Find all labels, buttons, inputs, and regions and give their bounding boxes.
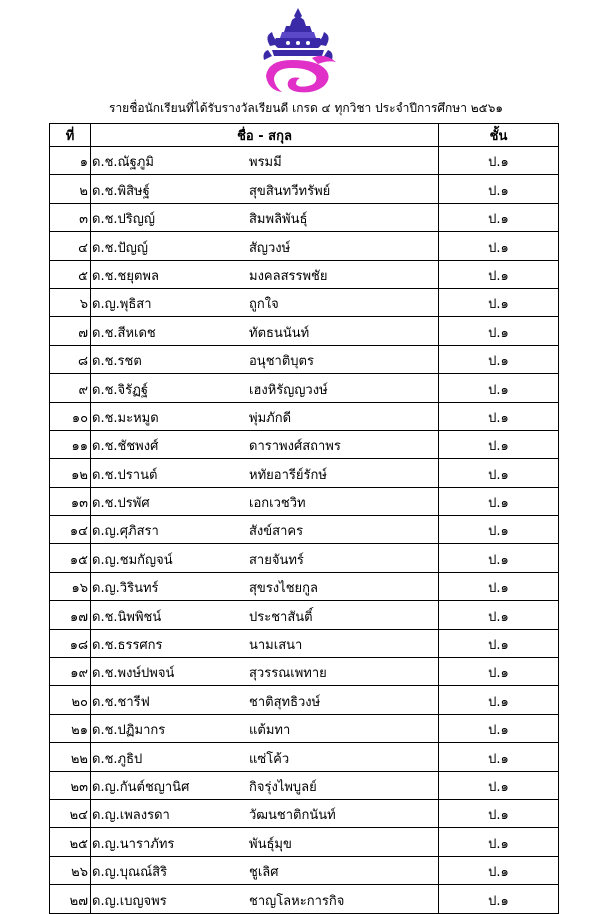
student-first-name: ด.ช.ปรานต์ [92,467,158,483]
student-class: ป.๑ [439,601,559,629]
row-number: ๑๒ [50,459,91,487]
table-row [50,799,559,827]
row-number: ๑๓ [50,487,91,515]
row-number: ๒ [50,175,91,203]
student-name-cell [91,743,439,771]
student-last-name: สุขรงไชยกูล [249,581,318,597]
table-row [50,288,559,316]
student-name-cell [91,799,439,827]
student-class: ป.๑ [439,714,559,742]
column-header-no: ที่ [50,124,91,147]
row-number: ๘ [50,345,91,373]
row-number: ๕ [50,260,91,288]
student-name-cell [91,686,439,714]
student-class: ป.๑ [439,828,559,856]
table-header-row [50,124,559,147]
student-last-name: พันธุ์มุข [249,836,292,852]
student-award-table [49,123,559,914]
student-first-name: ด.ช.รชต [92,354,142,370]
table-row [50,232,559,260]
student-class: ป.๑ [439,374,559,402]
row-number: ๒๓ [50,771,91,799]
table-row [50,487,559,515]
student-last-name: สายจันทร์ [249,552,304,568]
student-last-name: หทัยอารีย์รักษ์ [249,467,327,483]
student-last-name: มงคลสรรพชัย [249,268,328,284]
table-row [50,629,559,657]
student-first-name: ด.ช.ชยุตพล [92,268,159,284]
school-emblem-icon [252,6,344,98]
table-row [50,175,559,203]
student-first-name: ด.ช.ปรพัศ [92,496,150,512]
student-last-name: ถูกใจ [249,297,279,313]
student-first-name: ด.ญ.พุธิสา [92,297,152,313]
table-row [50,658,559,686]
student-last-name: สัญวงษ์ [249,240,291,256]
table-row [50,771,559,799]
student-name-cell [91,516,439,544]
student-first-name: ด.ช.ชัชพงศ์ [92,439,159,455]
table-row [50,601,559,629]
student-last-name: ประชาสันติ์ [249,609,313,625]
student-first-name: ด.ช.พงษ์ปพจน์ [92,666,175,682]
row-number: ๑๙ [50,658,91,686]
student-name-cell [91,572,439,600]
student-name-cell [91,203,439,231]
column-header-class: ชั้น [439,124,559,147]
student-name-cell [91,147,439,175]
student-name-cell [91,459,439,487]
student-class: ป.๑ [439,232,559,260]
student-first-name: ด.ช.ภูธิป [92,751,143,767]
row-number: ๗ [50,317,91,345]
row-number: ๒๑ [50,714,91,742]
student-class: ป.๑ [439,459,559,487]
student-first-name: ด.ช.พิสิษฐ์ [92,183,150,199]
student-name-cell [91,828,439,856]
student-class: ป.๑ [439,317,559,345]
table-row [50,317,559,345]
student-name-cell [91,714,439,742]
table-row [50,544,559,572]
student-first-name: ด.ญ.นาราภัทร [92,836,175,852]
student-class: ป.๑ [439,260,559,288]
student-name-cell [91,544,439,572]
student-name-cell [91,260,439,288]
student-first-name: ด.ญ.เบญจพร [92,893,167,909]
student-first-name: ด.ญ.บุณณ์สิริ [92,865,168,881]
student-class: ป.๑ [439,544,559,572]
student-name-cell [91,288,439,316]
row-number: ๔ [50,232,91,260]
student-first-name: ด.ญ.วิรินทร์ [92,581,159,597]
table-row [50,516,559,544]
student-name-cell [91,430,439,458]
student-class: ป.๑ [439,288,559,316]
table-row [50,345,559,373]
student-name-cell [91,175,439,203]
student-class: ป.๑ [439,402,559,430]
student-last-name: ชาญโลหะการกิจ [249,893,345,909]
student-first-name: ด.ช.ปฏิมากร [92,723,166,739]
student-last-name: สิมพลิพันธุ์ [249,212,308,228]
table-row [50,686,559,714]
student-last-name: แต้มทา [249,723,291,739]
student-name-cell [91,885,439,913]
student-class: ป.๑ [439,856,559,884]
table-row [50,203,559,231]
student-last-name: ดาราพงศ์สถาพร [249,439,341,455]
table-row [50,459,559,487]
student-first-name: ด.ญ.ศุภิสรา [92,524,159,540]
table-row [50,147,559,175]
student-class: ป.๑ [439,686,559,714]
student-class: ป.๑ [439,629,559,657]
student-class: ป.๑ [439,885,559,913]
student-class: ป.๑ [439,516,559,544]
student-last-name: แซ่โค้ว [249,751,290,767]
student-class: ป.๑ [439,771,559,799]
student-name-cell [91,317,439,345]
student-class: ป.๑ [439,572,559,600]
student-first-name: ด.ญ.ชมกัญจน์ [92,552,173,568]
student-name-cell [91,771,439,799]
student-class: ป.๑ [439,430,559,458]
table-row [50,374,559,402]
document-title: รายชื่อนักเรียนที่ได้รับรางวัลเรียนดี เกรด ๔ ทุกวิชา ประจำปีการศึกษา ๒๕๖๑ [109,101,503,115]
row-number: ๒๖ [50,856,91,884]
student-class: ป.๑ [439,147,559,175]
table-row [50,714,559,742]
student-name-cell [91,374,439,402]
table-row [50,572,559,600]
row-number: ๓ [50,203,91,231]
student-last-name: ชาติสุทธิวงษ์ [249,694,321,710]
student-first-name: ด.ช.นิพพิชน์ [92,609,162,625]
student-class: ป.๑ [439,658,559,686]
student-last-name: พรมมี [249,155,282,171]
row-number: ๒๒ [50,743,91,771]
student-class: ป.๑ [439,203,559,231]
row-number: ๒๔ [50,799,91,827]
row-number: ๑๑ [50,430,91,458]
student-first-name: ด.ญ.กันต์ชญานิศ [92,779,190,795]
student-last-name: ชูเลิศ [249,865,279,881]
row-number: ๑ [50,147,91,175]
table-row [50,430,559,458]
row-number: ๒๕ [50,828,91,856]
table-row [50,885,559,913]
student-first-name: ด.ช.ปัญญ์ [92,240,148,256]
row-number: ๑๐ [50,402,91,430]
row-number: ๑๕ [50,544,91,572]
row-number: ๖ [50,288,91,316]
table-row [50,402,559,430]
student-first-name: ด.ช.ปริญญ์ [92,212,155,228]
student-first-name: ด.ช.ธรรศกร [92,638,163,654]
student-class: ป.๑ [439,743,559,771]
student-first-name: ด.ช.สีหเดช [92,325,156,341]
table-row [50,260,559,288]
student-name-cell [91,658,439,686]
student-name-cell [91,629,439,657]
student-first-name: ด.ช.ณัฐภูมิ [92,155,154,171]
student-name-cell [91,232,439,260]
student-last-name: เอกเวชวิท [249,496,306,512]
student-first-name: ด.ญ.เพลงรดา [92,808,170,824]
column-header-name: ชื่อ - สกุล [91,124,439,147]
table-row [50,828,559,856]
student-name-cell [91,345,439,373]
row-number: ๑๘ [50,629,91,657]
student-last-name: เฮงหิรัญญวงษ์ [249,382,328,398]
student-last-name: ทัตธนนันท์ [249,325,310,341]
table-row [50,743,559,771]
table-row [50,856,559,884]
row-number: ๑๖ [50,572,91,600]
row-number: ๒๐ [50,686,91,714]
student-class: ป.๑ [439,345,559,373]
student-last-name: นามเสนา [249,638,303,654]
student-name-cell [91,856,439,884]
row-number: ๑๔ [50,516,91,544]
student-last-name: วัฒนชาติกนันท์ [249,808,336,824]
row-number: ๑๗ [50,601,91,629]
student-last-name: สุขสินทวีทรัพย์ [249,183,331,199]
student-first-name: ด.ช.จิรัฏฐ์ [92,382,149,398]
row-number: ๒๗ [50,885,91,913]
student-class: ป.๑ [439,175,559,203]
row-number: ๙ [50,374,91,402]
student-name-cell [91,487,439,515]
student-name-cell [91,402,439,430]
student-last-name: สังข์สาคร [249,524,304,540]
student-class: ป.๑ [439,487,559,515]
student-class: ป.๑ [439,799,559,827]
student-last-name: กิจรุ่งไพบูลย์ [249,779,317,795]
student-first-name: ด.ช.ชารีฟ [92,694,150,710]
student-last-name: พุ่มภักดี [249,410,292,426]
student-last-name: สุวรรณเพทาย [249,666,327,682]
student-last-name: อนุชาติบุตร [249,354,314,370]
student-first-name: ด.ช.มะหมูด [92,410,159,426]
student-name-cell [91,601,439,629]
